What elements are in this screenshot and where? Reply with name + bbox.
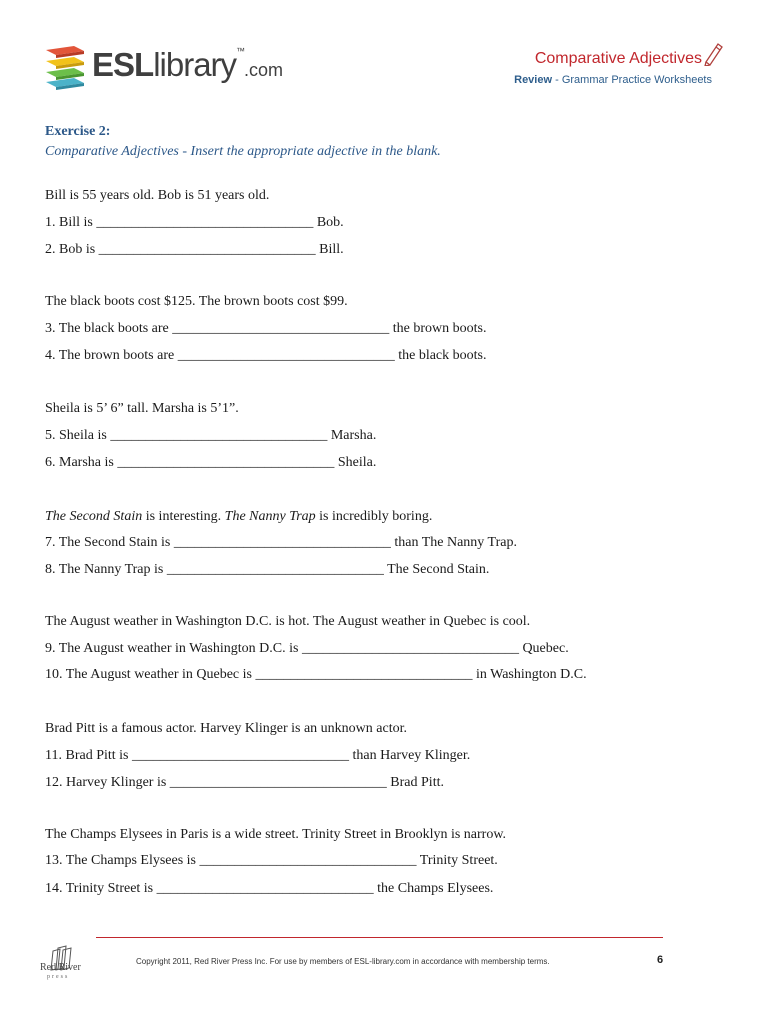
publisher-press: press	[47, 974, 70, 980]
exercise-line: 8. The Nanny Trap is _______________________________ The Second Stain.	[45, 562, 490, 577]
exercise-line: 12. Harvey Klinger is _______________________________ Brad Pitt.	[45, 775, 444, 790]
exercise-line: 13. The Champs Elysees is _______________________________ Trinity Street.	[45, 853, 498, 868]
exercise-line: The August weather in Washington D.C. is hot. The August weather in Quebec is cool.	[45, 614, 531, 629]
exercise-heading: Exercise 2:	[45, 124, 111, 139]
logo-text-normal: library	[153, 46, 237, 83]
title-the-second-stain: The Second Stain	[45, 509, 143, 524]
exercise-instruction: Comparative Adjectives - Insert the appropriate adjective in the blank.	[45, 144, 441, 159]
exercise-context-line: The Second Stain is interesting. The Nanny Trap is incredibly boring.	[45, 509, 433, 524]
exercise-line: 3. The black boots are _______________________________ the brown boots.	[45, 321, 487, 336]
worksheet-subtitle	[514, 74, 712, 86]
esl-library-logo	[44, 44, 284, 92]
logo-dotcom: .com	[244, 60, 284, 80]
books-icon	[44, 44, 88, 90]
exercise-line: 6. Marsha is _______________________________ Sheila.	[45, 455, 377, 470]
subtitle-rest: - Grammar Practice Worksheets	[552, 74, 712, 86]
publisher-name: Red River	[40, 962, 81, 973]
exercise-line: 11. Brad Pitt is _______________________________ than Harvey Klinger.	[45, 748, 471, 763]
pencil-icon	[702, 40, 724, 66]
subtitle-review: Review	[514, 74, 553, 86]
exercise-line: Sheila is 5’ 6” tall. Marsha is 5’1”.	[45, 401, 239, 416]
exercise-line: The black boots cost $125. The brown boots cost $99.	[45, 294, 348, 309]
exercise-line: 9. The August weather in Washington D.C. is _______________________________ Quebec.	[45, 641, 569, 656]
logo-text-bold: ESL	[92, 46, 154, 83]
logo-wordmark	[92, 46, 283, 84]
exercise-line: 7. The Second Stain is _______________________________ than The Nanny Trap.	[45, 535, 517, 550]
exercise-line: 10. The August weather in Quebec is _______________________________ in Washington D.C.	[45, 667, 587, 682]
logo-tm: ™	[236, 46, 245, 56]
exercise-line: 4. The brown boots are _______________________________ the black boots.	[45, 348, 487, 363]
exercise-line: Bill is 55 years old. Bob is 51 years old.	[45, 188, 270, 203]
exercise-line: The Champs Elysees in Paris is a wide street. Trinity Street in Brooklyn is narrow.	[45, 827, 507, 842]
title-the-nanny-trap: The Nanny Trap	[224, 509, 316, 524]
footer-divider	[96, 937, 663, 938]
exercise-line: 5. Sheila is _______________________________ Marsha.	[45, 428, 377, 443]
copyright-notice: Copyright 2011, Red River Press Inc. For use by members of ESL-library.com in accordance with membership terms.	[136, 957, 550, 966]
exercise-line: 2. Bob is _______________________________ Bill.	[45, 242, 344, 257]
exercise-line: 1. Bill is _______________________________ Bob.	[45, 215, 344, 230]
worksheet-title: Comparative Adjectives	[534, 50, 702, 67]
exercise-line: Brad Pitt is a famous actor. Harvey Klinger is an unknown actor.	[45, 721, 407, 736]
exercise-line: 14. Trinity Street is _______________________________ the Champs Elysees.	[45, 881, 494, 896]
page-number: 6	[657, 954, 664, 966]
